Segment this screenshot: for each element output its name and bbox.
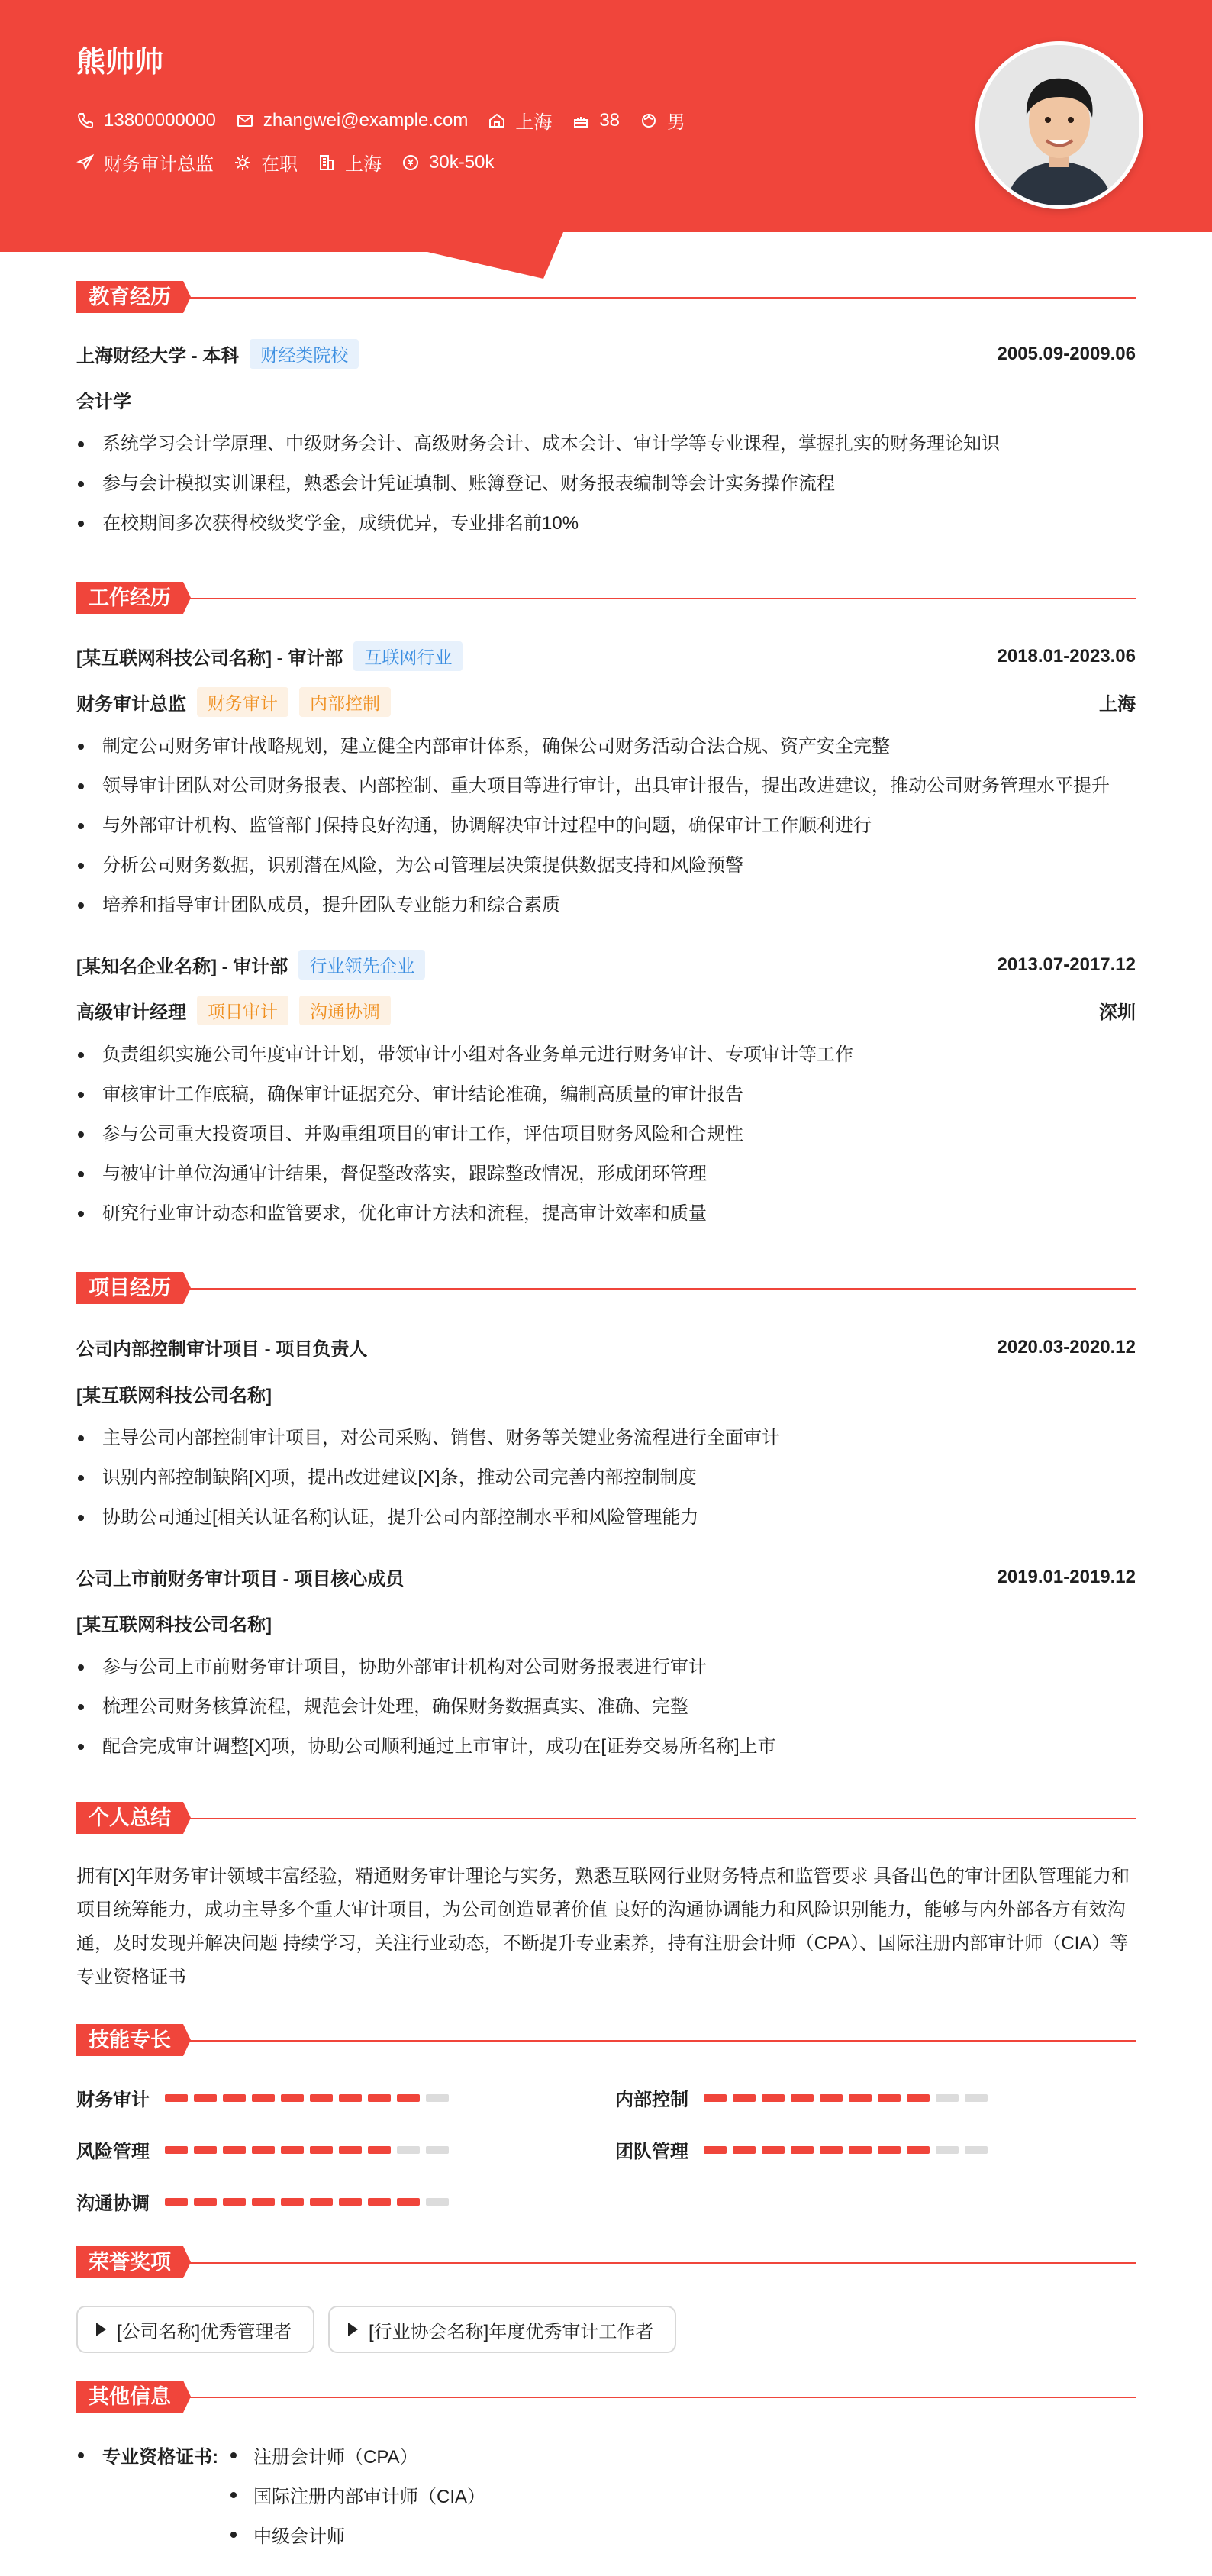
cert-label: 专业资格证书:	[102, 2447, 218, 2468]
list-item: 负责组织实施公司年度审计计划，带领审计小组对各业务单元进行财务审计、专项审计等工作	[76, 1035, 1136, 1075]
skill-segment-filled	[849, 2094, 872, 2102]
skill-segment-filled	[704, 2146, 727, 2154]
work-2-header	[76, 950, 1136, 980]
project-1-company-row	[76, 1380, 1136, 1407]
skill-name: 财务审计	[76, 2090, 150, 2110]
skill-item	[76, 2188, 455, 2215]
skill-segment-filled	[223, 2198, 246, 2206]
work-1-role	[76, 687, 1136, 717]
skill-segment-filled	[820, 2094, 843, 2102]
avatar	[975, 41, 1143, 209]
skill-level-bar	[165, 2146, 455, 2154]
project-name: 公司上市前财务审计项目 - 项目核心成员	[76, 1569, 405, 1590]
skill-item	[615, 2084, 994, 2111]
section-title-education: 教育经历	[76, 281, 183, 313]
play-triangle-icon	[96, 2323, 106, 2336]
salary-text: 30k-50k	[429, 151, 495, 173]
list-item: 系统学习会计学原理、中级财务会计、高级财务会计、成本会计、审计学等专业课程，掌握扎实的财务理论知识	[76, 424, 1136, 464]
skill-segment-filled	[397, 2094, 420, 2102]
section-title-summary: 个人总结	[76, 1802, 183, 1834]
list-item: 与被审计单位沟通审计结果，督促整改落实，跟踪整改情况，形成闭环管理	[76, 1154, 1136, 1194]
skill-segment-empty	[965, 2146, 988, 2154]
work-date: 2018.01-2023.06	[997, 645, 1136, 667]
skill-segment-empty	[426, 2146, 449, 2154]
section-title-awards: 荣誉奖项	[76, 2246, 183, 2278]
gender-icon	[640, 111, 658, 130]
skill-segment-filled	[397, 2198, 420, 2206]
skill-segment-empty	[426, 2094, 449, 2102]
skill-tag: 沟通协调	[299, 996, 391, 1025]
skill-segment-filled	[339, 2198, 362, 2206]
skill-segment-filled	[165, 2146, 188, 2154]
list-item: 与外部审计机构、监管部门保持良好沟通，协调解决审计过程中的问题，确保审计工作顺利进行	[76, 806, 1136, 846]
work-2-role	[76, 996, 1136, 1025]
skill-segment-filled	[704, 2094, 727, 2102]
skill-segment-filled	[849, 2146, 872, 2154]
school-name: 上海财经大学 - 本科	[76, 346, 240, 366]
section-title-skills: 技能专长	[76, 2024, 183, 2056]
award-item	[328, 2306, 676, 2353]
status-icon	[234, 153, 252, 172]
cert-item: 中级会计师	[253, 2526, 345, 2547]
skill-segment-empty	[936, 2146, 959, 2154]
email-text: zhangwei@example.com	[263, 109, 469, 131]
skill-segment-filled	[310, 2146, 333, 2154]
section-education	[76, 281, 191, 313]
section-title-other: 其他信息	[76, 2381, 183, 2413]
job-title-text: 财务审计总监	[104, 154, 214, 175]
project-2-bullets	[76, 1648, 1136, 1767]
resume-header	[0, 0, 1212, 279]
project-company: [某互联网科技公司名称]	[76, 1615, 272, 1635]
section-projects	[76, 1272, 191, 1304]
job-city	[318, 149, 382, 176]
skill-level-bar	[704, 2146, 994, 2154]
skill-segment-filled	[339, 2094, 362, 2102]
skill-segment-filled	[281, 2198, 304, 2206]
section-divider	[186, 2040, 1136, 2042]
section-other	[76, 2381, 191, 2413]
skill-tag: 财务审计	[197, 687, 288, 717]
list-item: 梳理公司财务核算流程，规范会计处理，确保财务数据真实、准确、完整	[76, 1687, 1136, 1727]
skill-segment-filled	[194, 2198, 217, 2206]
contact-gender	[640, 107, 685, 134]
section-title-work: 工作经历	[76, 582, 183, 614]
list-item: 在校期间多次获得校级奖学金，成绩优异，专业排名前10%	[76, 504, 1136, 544]
skill-segment-filled	[762, 2146, 785, 2154]
bullet-dot	[230, 2492, 237, 2498]
project-name: 公司内部控制审计项目 - 项目负责人	[76, 1339, 368, 1360]
project-company: [某互联网科技公司名称]	[76, 1386, 272, 1406]
skill-tag: 内部控制	[299, 687, 391, 717]
list-item: 领导审计团队对公司财务报表、内部控制、重大项目等进行审计，出具审计报告，提出改进建议，推动公司财务管理水平提升	[76, 767, 1136, 806]
skill-segment-filled	[223, 2094, 246, 2102]
bullet-dot	[78, 2452, 84, 2458]
age-text: 38	[599, 109, 621, 131]
job-title	[76, 149, 214, 176]
mail-icon	[236, 111, 254, 130]
industry-tag: 行业领先企业	[298, 950, 425, 980]
list-item: 协助公司通过[相关认证名称]认证，提升公司内部控制水平和风险管理能力	[76, 1498, 1136, 1538]
cert-item: 国际注册内部审计师（CIA）	[253, 2487, 486, 2507]
company-name: [某互联网科技公司名称] - 审计部	[76, 648, 343, 669]
section-divider	[186, 598, 1136, 599]
skill-segment-empty	[936, 2094, 959, 2102]
list-item: 审核审计工作底稿，确保审计证据充分、审计结论准确，编制高质量的审计报告	[76, 1075, 1136, 1115]
skill-level-bar	[165, 2094, 455, 2102]
skill-name: 沟通协调	[76, 2193, 150, 2214]
skill-segment-filled	[733, 2146, 756, 2154]
job-row	[76, 149, 514, 176]
contact-age	[572, 110, 620, 131]
education-header	[76, 339, 1136, 369]
cert-item: 注册会计师（CPA）	[253, 2447, 418, 2468]
skill-tag: 项目审计	[197, 996, 288, 1025]
section-skills	[76, 2024, 191, 2056]
contact-email	[236, 110, 469, 131]
role-title: 高级审计经理	[76, 1002, 186, 1023]
skill-item	[76, 2136, 455, 2163]
contact-city	[488, 107, 552, 134]
skill-segment-empty	[426, 2198, 449, 2206]
skill-segment-filled	[878, 2146, 901, 2154]
list-item: 参与公司上市前财务审计项目，协助外部审计机构对公司财务报表进行审计	[76, 1648, 1136, 1687]
list-item: 分析公司财务数据，识别潜在风险，为公司管理层决策提供数据支持和风险预警	[76, 846, 1136, 886]
list-item: 制定公司财务审计战略规划，建立健全内部审计体系，确保公司财务活动合法合规、资产安全完整	[76, 727, 1136, 767]
building-icon	[318, 153, 336, 172]
skill-segment-filled	[733, 2094, 756, 2102]
project-date: 2019.01-2019.12	[997, 1566, 1136, 1587]
skill-segment-filled	[252, 2198, 275, 2206]
section-divider	[186, 1288, 1136, 1290]
project-1-header	[76, 1334, 1136, 1361]
list-item: 参与公司重大投资项目、并购重组项目的审计工作，评估项目财务风险和合规性	[76, 1115, 1136, 1154]
skill-segment-filled	[252, 2094, 275, 2102]
job-status-text: 在职	[261, 154, 298, 175]
skill-segment-filled	[368, 2146, 391, 2154]
section-divider	[186, 2397, 1136, 2398]
award-text: [行业协会名称]年度优秀审计工作者	[369, 2321, 654, 2342]
skill-segment-filled	[339, 2146, 362, 2154]
skill-level-bar	[704, 2094, 994, 2102]
skill-item	[76, 2084, 455, 2111]
skill-segment-empty	[965, 2094, 988, 2102]
job-salary	[401, 152, 494, 173]
skill-segment-empty	[397, 2146, 420, 2154]
education-major-row	[76, 386, 1136, 413]
list-item: 参与会计模拟实训课程，熟悉会计凭证填制、账簿登记、财务报表编制等会计实务操作流程	[76, 464, 1136, 504]
salary-icon	[401, 153, 420, 172]
role-title: 财务审计总监	[76, 694, 186, 715]
skill-name: 团队管理	[615, 2142, 688, 2162]
skill-name: 风险管理	[76, 2142, 150, 2162]
skill-segment-filled	[368, 2094, 391, 2102]
school-tag: 财经类院校	[250, 339, 359, 369]
skill-segment-filled	[791, 2094, 814, 2102]
skill-name: 内部控制	[615, 2090, 688, 2110]
skill-segment-filled	[907, 2146, 930, 2154]
play-triangle-icon	[348, 2323, 358, 2336]
skill-segment-filled	[762, 2094, 785, 2102]
skill-segment-filled	[791, 2146, 814, 2154]
candidate-name: 熊帅帅	[76, 47, 164, 79]
list-item: 配合完成审计调整[X]项，协助公司顺利通过上市审计，成功在[证券交易所名称]上市	[76, 1727, 1136, 1767]
phone-icon	[76, 111, 95, 130]
skill-segment-filled	[194, 2146, 217, 2154]
project-2-header	[76, 1564, 1136, 1590]
section-awards	[76, 2246, 191, 2278]
company-name: [某知名企业名称] - 审计部	[76, 957, 288, 977]
project-1-bullets	[76, 1419, 1136, 1538]
send-icon	[76, 153, 95, 172]
section-title-projects: 项目经历	[76, 1272, 183, 1304]
contact-phone	[76, 110, 216, 131]
list-item: 研究行业审计动态和监管要求，优化审计方法和流程，提高审计效率和质量	[76, 1194, 1136, 1234]
skill-segment-filled	[310, 2094, 333, 2102]
skill-segment-filled	[820, 2146, 843, 2154]
skill-segment-filled	[194, 2094, 217, 2102]
major: 会计学	[76, 392, 131, 412]
work-city: 深圳	[1099, 1002, 1136, 1023]
skill-segment-filled	[223, 2146, 246, 2154]
skill-segment-filled	[281, 2146, 304, 2154]
section-divider	[186, 1818, 1136, 1819]
city-text: 上海	[515, 112, 553, 133]
work-city: 上海	[1099, 694, 1136, 715]
summary-text: 拥有[X]年财务审计领域丰富经验，精通财务审计理论与实务，熟悉互联网行业财务特点和监管要求 具备出色的审计团队管理能力和项目统筹能力，成功主导多个重大审计项目，为公司创造显著价值 良好的沟通协调能力和风险识别能力，能够与内外部各方有效沟通，及时发现并解决问题 持续学习，关注行业动态，不断提升专业素养，持有注册会计师（CPA）、国际注册内部审计师（CIA）等专业资格证书	[76, 1866, 1130, 1987]
project-date: 2020.03-2020.12	[997, 1336, 1136, 1357]
section-work	[76, 582, 191, 614]
list-item: 识别内部控制缺陷[X]项，提出改进建议[X]条，推动公司完善内部控制制度	[76, 1458, 1136, 1498]
list-item: 培养和指导审计团队成员，提升团队专业能力和综合素质	[76, 886, 1136, 925]
skill-item	[615, 2136, 994, 2163]
award-item	[76, 2306, 314, 2353]
work-1-bullets	[76, 727, 1136, 925]
contact-row	[76, 107, 705, 134]
job-city-text: 上海	[345, 154, 382, 175]
work-date: 2013.07-2017.12	[997, 954, 1136, 975]
section-summary	[76, 1802, 191, 1834]
skill-segment-filled	[165, 2198, 188, 2206]
skill-segment-filled	[310, 2198, 333, 2206]
list-item: 主导公司内部控制审计项目，对公司采购、销售、财务等关键业务流程进行全面审计	[76, 1419, 1136, 1458]
age-icon	[572, 111, 590, 130]
skill-segment-filled	[907, 2094, 930, 2102]
phone-text: 13800000000	[104, 109, 216, 131]
section-divider	[186, 2262, 1136, 2264]
award-text: [公司名称]优秀管理者	[117, 2321, 292, 2342]
skill-segment-filled	[281, 2094, 304, 2102]
work-1-header	[76, 641, 1136, 671]
industry-tag: 互联网行业	[353, 641, 463, 671]
skill-level-bar	[165, 2198, 455, 2206]
bullet-dot	[230, 2452, 237, 2458]
skill-segment-filled	[368, 2198, 391, 2206]
section-divider	[186, 297, 1136, 299]
skill-segment-filled	[252, 2146, 275, 2154]
home-icon	[488, 111, 506, 130]
work-2-bullets	[76, 1035, 1136, 1234]
bullet-dot	[230, 2532, 237, 2538]
gender-text: 男	[667, 112, 686, 133]
skill-segment-filled	[878, 2094, 901, 2102]
skill-segment-filled	[165, 2094, 188, 2102]
education-bullets	[76, 424, 1136, 544]
job-status	[234, 149, 298, 176]
education-date: 2005.09-2009.06	[997, 343, 1136, 364]
project-2-company-row	[76, 1609, 1136, 1636]
